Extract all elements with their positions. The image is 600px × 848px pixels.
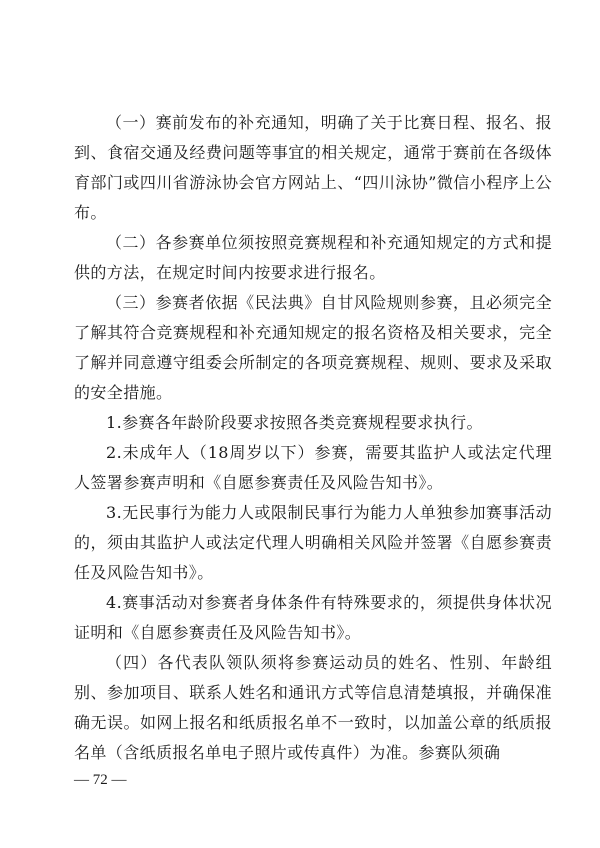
paragraph-section-3: （三）参赛者依据《民法典》自甘风险规则参赛，且必须完全了解其符合竞赛规程和补充通知规定的报名资格及相关要求，完全了解并同意遵守组委会所制定的各项竞赛规程、规则、要求及采取的安全措施。 [74,293,552,402]
paragraph-section-4: （四）各代表队领队须将参赛运动员的姓名、性别、年龄组别、参加项目、联系人姓名和通讯方式等信息清楚填报，并确保准确无误。如网上报名和纸质报名单不一致时，以加盖公章的纸质报名单（含纸质报名单电子照片或传真件）为准。参赛队须确 [74,653,552,762]
paragraph-item-3: 3.无民事行为能力人或限制民事行为能力人单独参加赛事活动的，须由其监护人或法定代理人明确相关风险并签署《自愿参赛责任及风险告知书》。 [74,503,552,582]
paragraph-item-4: 4.赛事活动对参赛者身体条件有特殊要求的，须提供身体状况证明和《自愿参赛责任及风险告知书》。 [74,593,552,642]
paragraph-section-1: （一）赛前发布的补充通知，明确了关于比赛日程、报名、报到、食宿交通及经费问题等事宜的相关规定，通常于赛前在各级体育部门或四川省游泳协会官方网站上、“四川泳协”微信小程序上公布。 [74,113,552,222]
page-number: — 72 — [74,772,127,788]
paragraph-item-2: 2.未成年人（18周岁以下）参赛，需要其监护人或法定代理人签署参赛声明和《自愿参赛责任及风险告知书》。 [74,443,552,492]
paragraph-section-2: （二）各参赛单位须按照竞赛规程和补充通知规定的方式和提供的方法，在规定时间内按要求进行报名。 [74,233,552,282]
document-body [74,108,552,768]
paragraph-item-1: 1.参赛各年龄阶段要求按照各类竞赛规程要求执行。 [106,413,483,432]
